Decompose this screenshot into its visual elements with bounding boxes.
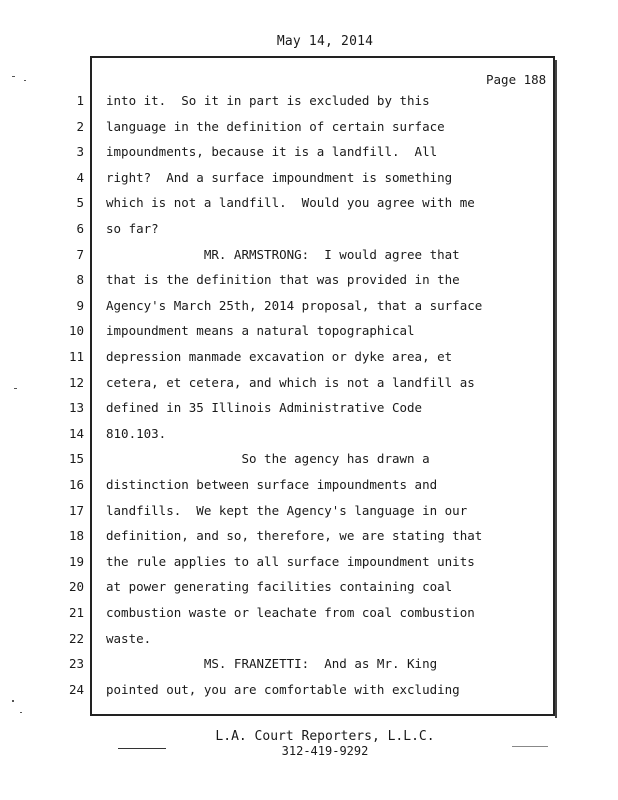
- line-number: 21: [68, 605, 84, 620]
- line-number: 11: [68, 349, 84, 364]
- line-text: into it. So it in part is excluded by this: [106, 93, 430, 108]
- line-text: which is not a landfill. Would you agree with me: [106, 195, 475, 211]
- line-number: 2: [76, 118, 84, 134]
- line-number: 4: [76, 169, 84, 185]
- footer-company: L.A. Court Reporters, L.L.C.: [215, 729, 435, 744]
- line-text: the rule applies to all surface impoundment units: [106, 553, 475, 569]
- line-text: waste.: [106, 630, 152, 646]
- scan-dash: [118, 748, 166, 749]
- line-text: So the agency has drawn a: [106, 451, 430, 467]
- scan-speck: [14, 388, 17, 389]
- line-text: distinction between surface impoundments and: [106, 477, 438, 492]
- line-text: combustion waste or leachate from coal combustion: [106, 605, 475, 620]
- line-text: cetera, et cetera, and which is not a landfill as: [106, 374, 475, 390]
- line-number: 14: [68, 425, 84, 441]
- line-text: landfills. We kept the Agency's language in our: [106, 502, 468, 518]
- line-number: 12: [68, 374, 84, 390]
- transcript-date: May 14, 2014: [276, 34, 374, 49]
- line-text: MS. FRANZETTI: And as Mr. King: [106, 656, 438, 672]
- line-text: pointed out, you are comfortable with excluding: [106, 681, 460, 697]
- line-text: defined in 35 Illinois Administrative Code: [106, 400, 423, 416]
- footer-phone: 312-419-9292: [281, 744, 369, 758]
- line-number: 17: [68, 502, 84, 518]
- line-text: at power generating facilities containing coal: [106, 579, 453, 595]
- line-number: 13: [68, 400, 84, 416]
- line-text: impoundments, because it is a landfill. All: [106, 144, 438, 160]
- line-number: 10: [68, 323, 84, 339]
- line-text: right? And a surface impoundment is something: [106, 169, 453, 185]
- line-number: 5: [76, 195, 84, 211]
- line-text: MR. ARMSTRONG: I would agree that: [106, 246, 460, 262]
- scan-dash: [512, 746, 548, 747]
- line-number: 8: [76, 272, 84, 288]
- line-number: 6: [76, 221, 84, 236]
- line-text: so far?: [106, 221, 159, 236]
- line-number: 20: [68, 579, 84, 595]
- scan-speck: [20, 712, 22, 713]
- line-text: language in the definition of certain surface: [106, 118, 445, 134]
- line-number: 22: [68, 630, 84, 646]
- line-number: 15: [68, 451, 84, 467]
- scan-speck: [24, 80, 26, 81]
- line-text: definition, and so, therefore, we are stating that: [106, 528, 483, 544]
- line-number: 19: [68, 553, 84, 569]
- line-number: 3: [76, 144, 84, 160]
- line-number: 1: [76, 93, 84, 108]
- line-number: 16: [68, 477, 84, 492]
- line-number: 7: [76, 246, 84, 262]
- line-text: depression manmade excavation or dyke area, et: [106, 349, 453, 364]
- frame-shadow-edge: [555, 60, 557, 718]
- line-number: 9: [76, 297, 84, 313]
- line-number: 18: [68, 528, 84, 544]
- scan-speck: [12, 700, 14, 702]
- line-text: impoundment means a natural topographical: [106, 323, 415, 339]
- line-text: Agency's March 25th, 2014 proposal, that a surface: [106, 297, 483, 313]
- line-text: 810.103.: [106, 425, 167, 441]
- line-number: 24: [68, 681, 84, 697]
- page-number-label: Page 188: [486, 72, 547, 87]
- line-text: that is the definition that was provided in the: [106, 272, 460, 288]
- line-number: 23: [68, 656, 84, 672]
- scan-speck: [12, 76, 15, 77]
